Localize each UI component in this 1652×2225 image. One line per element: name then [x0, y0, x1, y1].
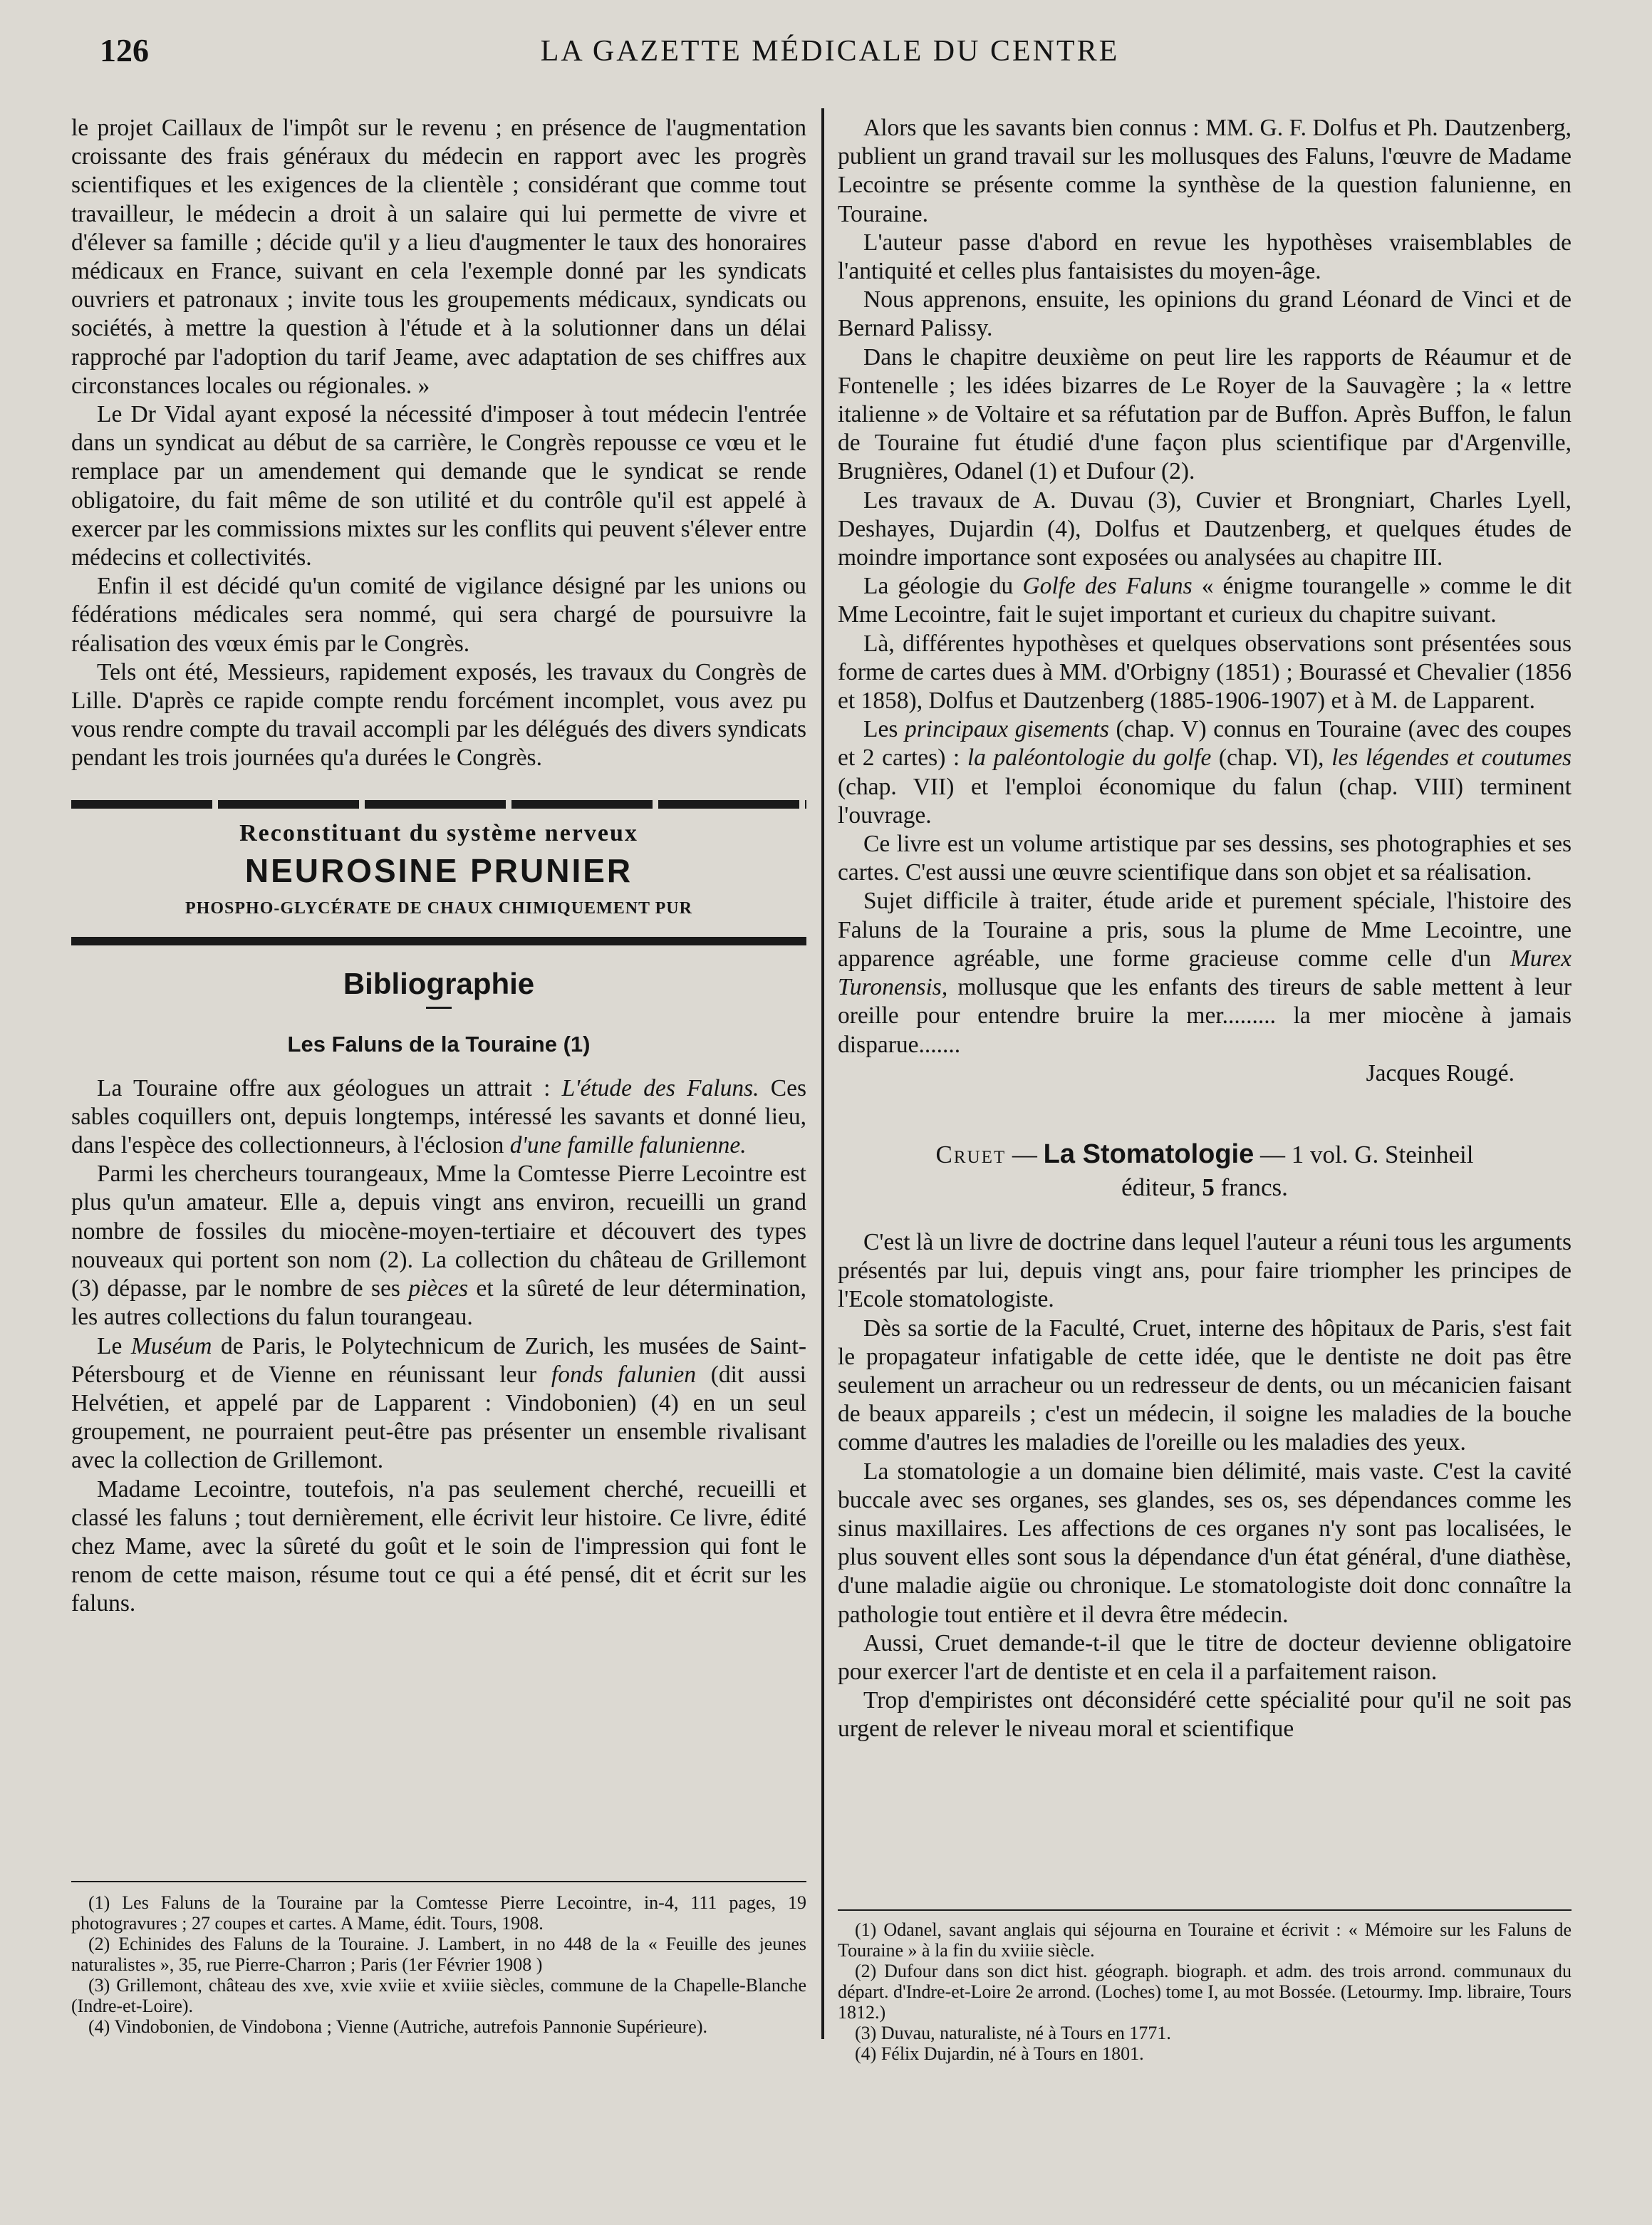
- paragraph: Le Dr Vidal ayant exposé la nécessité d'imposer à tout médecin l'entrée dans un syndicat au début de sa carrière, le Congrès repousse ce vœu et le remplace par un amendement qui demande que le syndicat se rende obligatoire, du fait même de son utilité et du contrôle qu'il est appelé à exercer par les commissions mixtes sur les conflits qui peuvent s'élever entre médecins et collectivités.: [71, 401, 806, 571]
- footnote: (4) Vindobonien, de Vindobona ; Vienne (Autriche, autrefois Pannonie Supérieure).: [88, 2016, 707, 2037]
- paragraph: Tels ont été, Messieurs, rapidement exposés, les travaux du Congrès de Lille. D'après ce rapide compte rendu forcément incomplet, vous avez pu vous rendre compte du travail accompli par les délégués des divers syndicats pendant les trois journées qu'a durées le Congrès.: [71, 658, 806, 772]
- advert-tagline: Reconstituant du système nerveux: [239, 819, 638, 846]
- paragraph: Le Muséum de Paris, le Polytechnicum de Zurich, les musées de Saint-Pétersbourg et de Vienne en réunissant leur fonds falunien (dit aussi Helvétien, et appelé par de Lapparent : Vindobonien) (4) en un seul groupement, ne pourraient peut-être pas présenter un ensemble rivalisant avec la collection de Grillemont.: [71, 1332, 806, 1474]
- paragraph: Trop d'empiristes ont déconsidéré cette spécialité pour qu'il ne soit pas urgent de relever le niveau moral et scientifique: [838, 1687, 1572, 1743]
- page-number: 126: [100, 32, 149, 68]
- paragraph: Sujet difficile à traiter, étude aride et purement spéciale, l'histoire des Faluns de la Touraine a pris, sous la plume de Mme Lecointre, une apparence agréable, une forme gracieuse comme celle d'un Murex Turonensis, mollusque que les enfants des tireurs de sable mettent à leur oreille pour entendre bruire la mer......... la mer miocène à jamais disparue.......: [838, 888, 1572, 1058]
- right-footnotes: [838, 1888, 1572, 2064]
- footnote-rule: [838, 1909, 1572, 1911]
- book-details: 1 vol. G. Steinheil: [1291, 1140, 1474, 1168]
- book-price-value: 5: [1202, 1173, 1215, 1201]
- book-publisher: éditeur,: [1121, 1173, 1196, 1201]
- paragraph: Parmi les chercheurs tourangeaux, Mme la Comtesse Pierre Lecointre est plus qu'un amateur. Elle a, depuis vingt ans environ, recueilli un grand nombre de fossiles du miocène-moyen-tertiaire et découvert des types nouveaux qui portent son nom (2). La collection du château de Grillemont (3) dépasse, par le nombre de ses pièces et la sûreté de leur détermination, les autres collections du falun tourangeau.: [71, 1161, 807, 1331]
- paragraph: Ce livre est un volume artistique par ses dessins, ses photographies et ses cartes. C'est aussi une œuvre scientifique dans son objet et sa réalisation.: [838, 831, 1572, 886]
- paragraph: Dans le chapitre deuxième on peut lire les rapports de Réaumur et de Fontenelle ; les idées bizarres de Le Royer de la Sauvagère ; la « lettre italienne » de Voltaire et sa réfutation par de Buffon. Après Buffon, le falun de Touraine fut étudié d'une façon plus scientifique par d'Argenville, Brugnières, Odanel (1) et Dufour (2).: [838, 343, 1572, 485]
- article-title: Les Faluns de la Touraine (1): [287, 1031, 591, 1057]
- paragraph: Enfin il est décidé qu'un comité de vigilance désigné par les unions ou fédérations médicales sera nommé, qui sera chargé de poursuivre la réalisation des vœux émis par le Congrès.: [71, 573, 806, 657]
- advert-bottom-rule: [71, 937, 806, 945]
- paragraph: Alors que les savants bien connus : MM. G. F. Dolfus et Ph. Dautzenberg, publient un grand travail sur les mollusques des Faluns, l'œuvre de Madame Lecointre se présente comme la synthèse de la question falunienne, en Touraine.: [838, 115, 1572, 227]
- title-dash: [426, 1007, 452, 1009]
- advertisement: [71, 809, 806, 930]
- paragraph: Nous apprenons, ensuite, les opinions du grand Léonard de Vinci et de Bernard Palissy.: [838, 286, 1572, 342]
- footnote: (3) Duvau, naturaliste, né à Tours en 1771.: [855, 2023, 1171, 2043]
- advert-top-rule: [71, 800, 806, 809]
- left-footnotes: [71, 1857, 806, 2037]
- paragraph: le projet Caillaux de l'impôt sur le revenu ; en présence de l'augmentation croissante des frais généraux du médecin en rapport avec les progrès scientifiques et les exigences de la clientèle ; considérant que comme tout travailleur, le médecin a droit à un salaire qui lui permette de vivre et d'élever sa famille ; décide qu'il y a lieu d'augmenter le taux des honoraires médicaux en France, suivant en cela l'exemple donné par les syndicats ouvriers et patronaux ; invite tous les groupements médicaux, syndicats ou sociétés, à mettre la question à l'étude et à la solutionner dans un délai rapproché par l'adoption du tarif Jeame, avec adaptation de ses chiffres aux circonstances locales ou régionales. »: [71, 115, 806, 399]
- footnote: (1) Les Faluns de la Touraine par la Comtesse Pierre Lecointre, in-4, 111 pages, 19 photogravures ; 27 coupes et cartes. A Mame, édit. Tours, 1908.: [71, 1892, 806, 1934]
- advert-product-name: NEUROSINE PRUNIER: [244, 851, 633, 889]
- paragraph: Dès sa sortie de la Faculté, Cruet, interne des hôpitaux de Paris, s'est fait le propagateur infatigable de cette idée, que le dentiste ne doit pas être seulement un arracheur ou un redresseur de dents, ou un mécanicien faisant de beaux appareils ; c'est un médecin, il soigne les maladies de la bouche comme d'autres les maladies de l'oreille ou les maladies des yeux.: [838, 1314, 1572, 1456]
- footnote: (2) Echinides des Faluns de la Touraine. J. Lambert, in no 448 de la « Feuille des jeunes naturalistes », 35, rue Pierre-Charron ; Paris (1er Février 1908 ): [71, 1934, 806, 1975]
- paragraph: L'auteur passe d'abord en revue les hypothèses vraisemblables de l'antiquité et celles plus fantaisistes du moyen-âge.: [838, 229, 1572, 285]
- left-column: [71, 114, 806, 1619]
- paragraph: La Touraine offre aux géologues un attrait : L'étude des Faluns. Ces sables coquillers ont, depuis longtemps, intéressé les savants et donné lieu, dans l'espèce des collectionneurs, à l'éclosion d'une famille falunienne.: [71, 1074, 806, 1159]
- paragraph: Les travaux de A. Duvau (3), Cuvier et Brongniart, Charles Lyell, Deshayes, Dujardin (4), Dolfus et Dautzenberg, et quelques études de moindre importance sont exposées ou analysées au chapitre III.: [838, 487, 1572, 571]
- page-header: [93, 31, 1567, 74]
- paragraph: Madame Lecointre, toutefois, n'a pas seulement cherché, recueilli et classé les faluns ; tout dernièrement, elle écrivit leur histoire. Ce livre, édité chez Mame, avec la sûreté du goût et le soin de l'impression qui font le renom de cette maison, résume tout ce qui a été pensé, dit et écrit sur les faluns.: [71, 1475, 806, 1617]
- paragraph: Les principaux gisements (chap. V) connus en Touraine (avec des coupes et 2 cartes) : la paléontologie du golfe (chap. VI), les légendes et coutumes (chap. VII) et l'emploi économique du falun (chap. VIII) terminent l'ouvrage.: [838, 716, 1572, 829]
- paragraph: Là, différentes hypothèses et quelques observations sont présentées sous forme de cartes dues à MM. d'Orbigny (1851) ; Bourassé et Chevalier (1856 et 1858), Dolfus et Dautzenberg (1885-1906-1907) et à M. de Lapparent.: [838, 630, 1572, 715]
- book-title: La Stomatologie: [1043, 1139, 1254, 1169]
- separator-dash: —: [1260, 1140, 1285, 1168]
- footnote-rule: [71, 1881, 806, 1882]
- book-author: Cruet: [935, 1140, 1007, 1168]
- footnote: (4) Félix Dujardin, né à Tours en 1801.: [855, 2043, 1144, 2064]
- article-signature: Jacques Rougé.: [1366, 1059, 1515, 1086]
- footnote: (2) Dufour dans son dict hist. géograph. biograph. et adm. des trois arrond. communaux du départ. d'Indre-et-Loire 2e arrond. (Loches) tome I, au mot Bossée. (Letourmy. Imp. libraire, Tours 1812.): [838, 1961, 1572, 2023]
- footnote: (1) Odanel, savant anglais qui séjourna en Touraine et écrivit : « Mémoire sur les Faluns de Touraine » à la fin du xviiie siècle.: [838, 1919, 1572, 1961]
- paragraph: La géologie du Golfe des Faluns « énigme tourangelle » comme le dit Mme Lecointre, fait le sujet important et curieux du chapitre suivant.: [838, 573, 1572, 628]
- footnote: (3) Grillemont, château des xve, xvie xviie et xviiie siècles, commune de la Chapelle-Blanche (Indre-et-Loire).: [71, 1975, 806, 2016]
- paragraph: Aussi, Cruet demande-t-il que le titre de docteur devienne obligatoire pour exercer l'art de dentiste et en cela il a parfaitement raison.: [838, 1629, 1572, 1685]
- book-review-header: [838, 1138, 1572, 1204]
- advert-description: PHOSPHO-GLYCÉRATE DE CHAUX CHIMIQUEMENT PUR: [185, 898, 692, 918]
- journal-title: LA GAZETTE MÉDICALE DU CENTRE: [540, 35, 1120, 68]
- paragraph: La stomatologie a un domaine bien délimité, mais vaste. C'est la cavité buccale avec ses organes, ses glandes, ses os, ses dépendances comme les sinus maxillaires. Les affections de ces organes n'y sont pas localisées, le plus souvent elles sont sous la dépendance d'un état général, d'une diathèse, d'une maladie aigüe ou chronique. Le stomatologiste doit donc connaître la pathologie tout entière et il devra être médecin.: [838, 1458, 1572, 1628]
- separator-dash: —: [1012, 1140, 1037, 1168]
- section-title: Bibliographie: [343, 966, 535, 1000]
- paragraph: C'est là un livre de doctrine dans lequel l'auteur a réuni tous les arguments présentés par lui, depuis vingt ans, pour faire triompher les principes de l'Ecole stomatologiste.: [838, 1228, 1572, 1313]
- right-column: [838, 114, 1572, 1744]
- column-divider: [821, 108, 824, 2039]
- book-price-unit: francs.: [1220, 1173, 1288, 1201]
